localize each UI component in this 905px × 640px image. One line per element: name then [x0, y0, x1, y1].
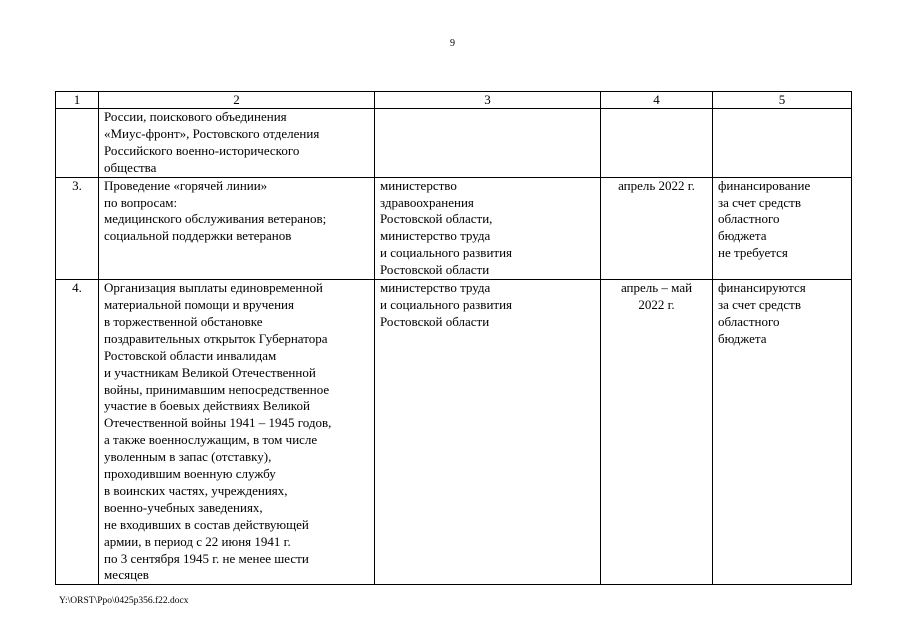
- cell-line: по 3 сентября 1945 г. не менее шести: [104, 550, 309, 566]
- cell-line: финансирование: [718, 177, 811, 193]
- event-cell: [99, 177, 375, 279]
- cell-line: Ростовской области: [380, 262, 490, 278]
- cell-line: апрель 2022 г.: [618, 177, 695, 193]
- event-cell: [99, 109, 375, 178]
- cell-line: проходившим военную службу: [104, 466, 276, 482]
- cell-line: бюджета: [718, 330, 767, 346]
- cell-line: министерство труда: [380, 228, 491, 244]
- cell-line: месяцев: [104, 567, 149, 583]
- table-row: [56, 280, 852, 585]
- column-header-4: 4: [601, 92, 713, 109]
- cell-line: России, поискового объединения: [104, 109, 287, 124]
- cell-line: министерство труда: [380, 280, 491, 296]
- event-cell: [99, 280, 375, 585]
- cell-line: и социального развития: [380, 245, 513, 261]
- cell-line: Организация выплаты единовременной: [104, 280, 323, 296]
- table-row: [56, 109, 852, 178]
- cell-line: по вопросам:: [104, 194, 178, 210]
- page-number: 9: [450, 38, 455, 49]
- cell-line: Ростовской области,: [380, 211, 493, 227]
- term-cell: [601, 109, 713, 178]
- cell-line: Проведение «горячей линии»: [104, 177, 268, 193]
- cell-line: уволенным в запас (отставку),: [104, 449, 272, 465]
- cell-line: общества: [104, 159, 157, 175]
- responsible-cell: [375, 177, 601, 279]
- cell-line: социальной поддержки ветеранов: [104, 228, 292, 244]
- financing-cell: [713, 280, 852, 585]
- file-path-footer: Y:\ORST\Ppo\0425p356.f22.docx: [59, 596, 189, 606]
- cell-line: не входивших в состав действующей: [104, 516, 309, 532]
- header-row: [56, 92, 852, 109]
- cell-line: и социального развития: [380, 296, 513, 312]
- cell-line: министерство: [380, 177, 457, 193]
- row-number-cell: [56, 109, 99, 178]
- row-number-cell: 3.: [56, 177, 99, 279]
- cell-line: в торжественной обстановке: [104, 313, 263, 329]
- measures-table: [55, 91, 852, 585]
- column-header-2: 2: [99, 92, 375, 109]
- table-body: [56, 109, 852, 585]
- cell-line: финансируются: [718, 280, 806, 296]
- cell-line: не требуется: [718, 245, 788, 261]
- term-cell: [601, 177, 713, 279]
- cell-line: Ростовской области: [380, 313, 490, 329]
- cell-line: «Миус-фронт», Ростовского отделения: [104, 125, 320, 141]
- responsible-cell: [375, 280, 601, 585]
- cell-line: военно-учебных заведениях,: [104, 499, 263, 515]
- cell-line: в воинских частях, учреждениях,: [104, 482, 288, 498]
- column-header-5: 5: [713, 92, 852, 109]
- financing-cell: [713, 109, 852, 178]
- cell-line: апрель – май: [620, 280, 693, 296]
- cell-line: а также военнослужащим, в том числе: [104, 432, 318, 448]
- table-row: [56, 177, 852, 279]
- cell-line: 2022 г.: [638, 296, 675, 312]
- cell-line: участие в боевых действиях Великой: [104, 398, 310, 414]
- column-header-1: 1: [56, 92, 99, 109]
- cell-line: областного: [718, 313, 780, 329]
- cell-line: за счет средств: [718, 194, 801, 210]
- cell-line: и участникам Великой Отечественной: [104, 364, 316, 380]
- cell-line: бюджета: [718, 228, 767, 244]
- cell-line: поздравительных открыток Губернатора: [104, 330, 328, 346]
- cell-line: Отечественной войны 1941 – 1945 годов,: [104, 415, 332, 431]
- table-header: [56, 92, 852, 109]
- cell-line: материальной помощи и вручения: [104, 296, 294, 312]
- row-number-cell: 4.: [56, 280, 99, 585]
- cell-line: медицинского обслуживания ветеранов;: [104, 211, 327, 227]
- term-cell: [601, 280, 713, 585]
- cell-line: здравоохранения: [380, 194, 474, 210]
- cell-line: армии, в период с 22 июня 1941 г.: [104, 533, 291, 549]
- cell-line: Российского военно-исторического: [104, 142, 300, 158]
- financing-cell: [713, 177, 852, 279]
- cell-line: за счет средств: [718, 296, 801, 312]
- cell-line: областного: [718, 211, 780, 227]
- cell-line: Ростовской области инвалидам: [104, 347, 277, 363]
- cell-line: войны, принимавшим непосредственное: [104, 381, 330, 397]
- column-header-3: 3: [375, 92, 601, 109]
- responsible-cell: [375, 109, 601, 178]
